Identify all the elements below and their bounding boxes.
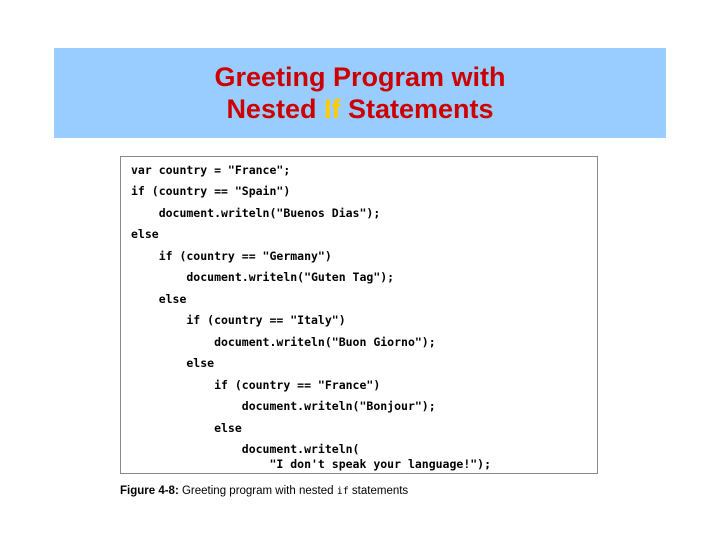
- code-line-5: if (country == "Germany"): [131, 249, 332, 263]
- code-line-9: document.writeln("Buon Giorno");: [131, 335, 436, 349]
- title-statements-text: Statements: [340, 94, 494, 124]
- code-line-12: document.writeln("Bonjour");: [131, 399, 436, 413]
- title-line-1: Greeting Program with: [214, 62, 506, 92]
- code-line-3: document.writeln("Buenos Dias");: [131, 206, 381, 220]
- code-line-2: if (country == "Spain"): [131, 184, 291, 198]
- code-line-1: var country = "France";: [131, 163, 291, 177]
- code-line-14: document.writeln(: [131, 442, 360, 456]
- code-listing: [120, 156, 598, 474]
- title-if-keyword: If: [323, 94, 341, 124]
- code-line-8: if (country == "Italy"): [131, 313, 346, 327]
- code-line-15: "I don't speak your language!");: [131, 457, 492, 471]
- title-nested-text: Nested: [226, 94, 324, 124]
- caption-text-before: Greeting program with nested: [178, 485, 337, 497]
- title-line-2: [226, 93, 493, 125]
- code-line-10: else: [131, 356, 215, 370]
- caption-code-word: if: [336, 486, 349, 497]
- caption-text-after: statements: [348, 485, 409, 497]
- caption-figure-label: Figure 4-8:: [120, 485, 179, 497]
- code-line-4: else: [131, 227, 159, 241]
- code-line-13: else: [131, 421, 242, 435]
- figure-caption: [120, 485, 408, 497]
- title-banner: [54, 48, 666, 138]
- code-line-11: if (country == "France"): [131, 378, 381, 392]
- code-line-6: document.writeln("Guten Tag");: [131, 270, 395, 284]
- code-line-7: else: [131, 292, 187, 306]
